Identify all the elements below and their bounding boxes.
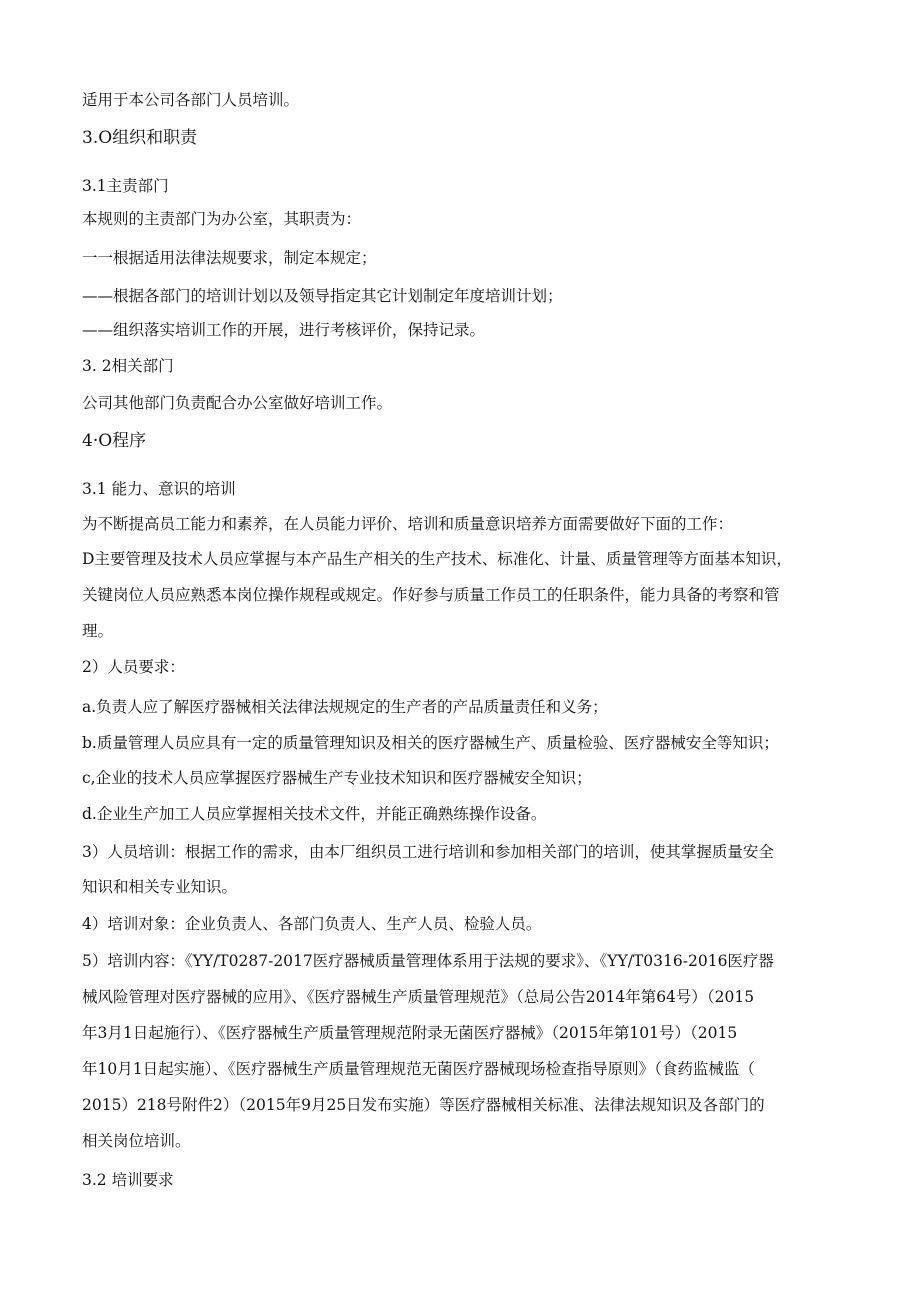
list-item-requirement-d: d.企业生产加工人员应掌握相关技术文件，并能正确熟练操作设备。	[82, 805, 547, 823]
list-item-requirement-c: c,企业的技术人员应掌握医疗器械生产专业技术知识和医疗器械安全知识；	[82, 769, 592, 787]
paragraph-item-5-line-6: 相关岗位培训。	[82, 1132, 191, 1150]
paragraph-item-3-line-1: 3）人员培训：根据工作的需求，由本厂组织员工进行培训和参加相关部门的培训，使其掌握质量安全	[82, 843, 774, 861]
list-item-requirement-a: a.负责人应了解医疗器械相关法律法规规定的生产者的产品质量责任和义务；	[82, 698, 608, 716]
paragraph-item-1-line-1: D主要管理及技术人员应掌握与本产品生产相关的生产技术、标准化、计量、质量管理等方面基本知识，	[82, 550, 792, 568]
heading-competence-training: 3.1 能力、意识的培训	[82, 480, 236, 498]
list-item-duty-2: ——根据各部门的培训计划以及领导指定其它计划制定年度培训计划；	[82, 287, 563, 305]
paragraph-item-5-line-1: 5）培训内容：《YY/T0287-2017医疗器械质量管理体系用于法规的要求》、《YY/T0316-2016医疗器	[82, 952, 774, 970]
paragraph-item-5-line-2: 械风险管理对医疗器械的应用》、《医疗器械生产质量管理规范》（总局公告2014年第64号）（2015	[82, 988, 755, 1006]
list-item-duty-1: 一一根据适用法律法规要求，制定本规定；	[82, 249, 377, 267]
list-item-requirement-b: b.质量管理人员应具有一定的质量管理知识及相关的医疗器械生产、质量检验、医疗器械安全等知识；	[82, 734, 779, 752]
list-item-duty-3: ——组织落实培训工作的开展，进行考核评价，保持记录。	[82, 321, 486, 339]
paragraph-item-4: 4）培训对象：企业负责人、各部门负责人、生产人员、检验人员。	[82, 915, 542, 933]
paragraph-item-5-line-3: 年3月1日起施行）、《医疗器械生产质量管理规范附录无菌医疗器械》（2015年第101号）（2015	[82, 1024, 738, 1042]
paragraph-training-intro: 为不断提高员工能力和素养，在人员能力评价、培训和质量意识培养方面需要做好下面的工作：	[82, 515, 734, 533]
paragraph-related-departments: 公司其他部门负责配合办公室做好培训工作。	[82, 394, 393, 412]
heading-training-requirements: 3.2 培训要求	[82, 1171, 174, 1189]
paragraph-main-duties: 本规则的主责部门为办公室，其职责为：	[82, 210, 362, 228]
paragraph-item-3-line-2: 知识和相关专业知识。	[82, 878, 238, 896]
heading-procedure: 4·O程序	[82, 431, 147, 451]
heading-organization: 3.O组织和职责	[82, 128, 198, 148]
paragraph-item-1-line-3: 理。	[82, 622, 114, 640]
paragraph-item-1-line-2: 关键岗位人员应熟悉本岗位操作规程或规定。作好参与质量工作员工的任职条件，能力具备的考察和管	[82, 586, 780, 604]
heading-personnel-requirements: 2）人员要求：	[82, 658, 185, 676]
heading-related-departments: 3. 2相关部门	[82, 357, 174, 375]
heading-main-department: 3.1主责部门	[82, 177, 169, 195]
paragraph-scope: 适用于本公司各部门人员培训。	[82, 91, 300, 109]
paragraph-item-5-line-5: 2015）218号附件2）（2015年9月25日发布实施）等医疗器械相关标准、法律法规知识及各部门的	[82, 1096, 765, 1114]
paragraph-item-5-line-4: 年10月1日起实施）、《医疗器械生产质量管理规范无菌医疗器械现场检查指导原则》（食药监械监（	[82, 1060, 755, 1078]
